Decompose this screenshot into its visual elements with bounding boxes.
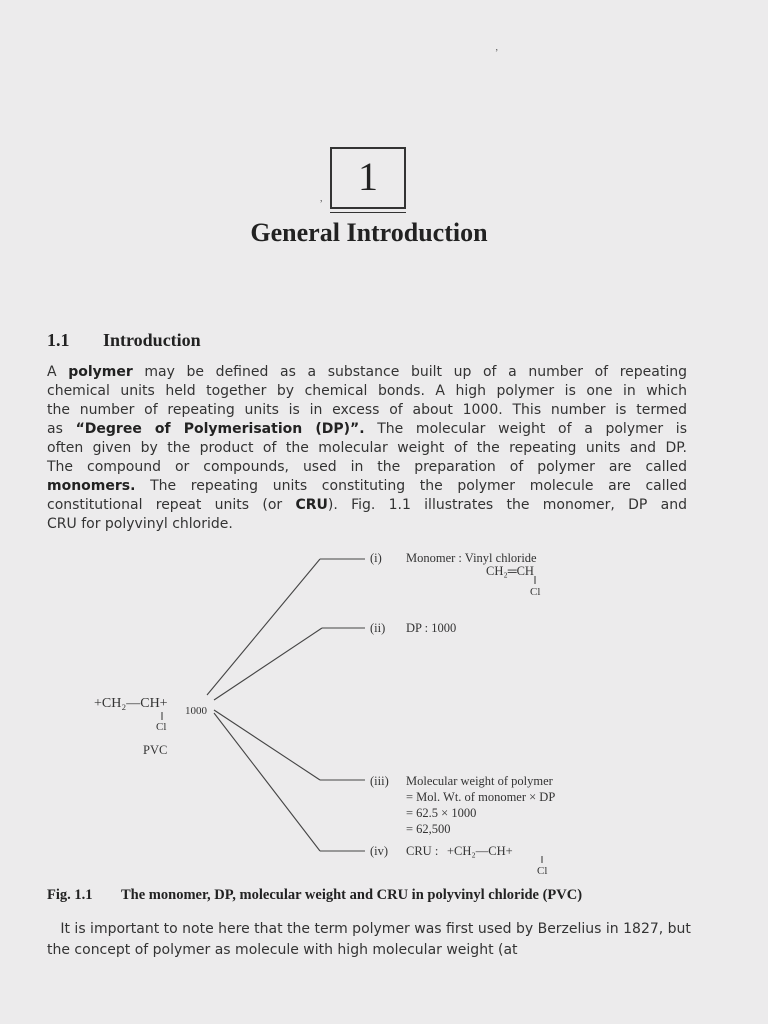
- text-run: ). Fig. 1.1 illustrates the monomer, DP and: [327, 497, 688, 513]
- paragraph-line: [47, 458, 687, 477]
- item-iii-marker: (iii): [370, 774, 389, 788]
- text-run: constitutional repeat units (or: [47, 497, 296, 513]
- chapter-number-box: [330, 147, 406, 209]
- item-iii-line-1: = Mol. Wt. of monomer × DP: [406, 790, 556, 804]
- section-number: 1.1: [47, 330, 70, 350]
- figure-caption: [47, 887, 582, 904]
- item-i-chlorine: Cl: [530, 586, 541, 598]
- pvc-formula: +CH₂—CH+: [94, 696, 168, 711]
- history-paragraph-text: It is important to note here that the term polymer was first used by Berzelius in 1827, but the concept of polymer as molecule with high molecular weight (at: [47, 921, 691, 958]
- item-ii-marker: (ii): [370, 621, 386, 635]
- paragraph-line: [47, 515, 687, 534]
- paragraph-line: [47, 382, 687, 401]
- text-run: The molecular weight of a polymer is: [364, 421, 687, 437]
- item-iii-line-2: = 62.5 × 1000: [406, 806, 477, 820]
- paragraph-line: [47, 496, 687, 515]
- text-run: The compound or compounds, used in the preparation of polymer are called: [47, 459, 687, 475]
- section-title: Introduction: [103, 330, 201, 350]
- text-run: A: [47, 364, 69, 380]
- connector-line-ii: [214, 628, 322, 700]
- item-i-formula: CH₂═CH: [486, 564, 534, 578]
- paragraph-line: [47, 401, 687, 420]
- connector-line-iii: [214, 710, 320, 780]
- figure-caption-number: Fig. 1.1: [47, 887, 93, 903]
- item-iv-chlorine: Cl: [537, 865, 548, 877]
- item-iv-label: CRU :: [406, 844, 439, 858]
- item-i-label: Monomer : Vinyl chloride: [406, 551, 537, 565]
- scan-speck: ,: [320, 193, 323, 204]
- item-iv-marker: (iv): [370, 844, 389, 858]
- pvc-label: PVC: [143, 743, 168, 757]
- text-run: chemical units held together by chemical bonds. A high polymer is one in which: [47, 383, 687, 399]
- intro-paragraph: [47, 363, 687, 534]
- figure-connector-lines: [0, 540, 768, 890]
- paragraph-line: [47, 363, 687, 382]
- item-ii-label: DP : 1000: [406, 621, 457, 635]
- item-iii-line-3: = 62,500: [406, 822, 451, 836]
- item-i-marker: (i): [370, 551, 382, 565]
- scan-speck: ʼ: [495, 48, 499, 59]
- text-run: may be defined as a substance built up of a number of repeating: [132, 364, 688, 380]
- chapter-title: General Introduction: [250, 218, 488, 247]
- text-run: CRU for polyvinyl chloride.: [47, 516, 233, 532]
- connector-line-iv: [214, 713, 320, 851]
- paragraph-line: [47, 477, 687, 496]
- item-iv-formula: +CH₂—CH+: [447, 844, 513, 858]
- pvc-chlorine: Cl: [156, 721, 167, 733]
- bold-term: CRU: [295, 497, 328, 513]
- figure-caption-text: The monomer, DP, molecular weight and CRU in polyvinyl chloride (PVC): [121, 887, 583, 903]
- figure-1-1: [0, 540, 768, 890]
- text-run: the number of repeating units is in excess of about 1000. This number is termed: [47, 402, 687, 418]
- paragraph-line: [47, 420, 687, 439]
- history-paragraph: [47, 919, 716, 961]
- bold-term: “Degree of Polymerisation (DP)”.: [75, 421, 365, 437]
- text-run: The repeating units constituting the polymer molecule are called: [135, 478, 687, 494]
- bold-term: polymer: [68, 364, 133, 380]
- paragraph-line: [47, 439, 687, 458]
- bold-term: monomers.: [47, 478, 136, 494]
- text-run: as: [47, 421, 76, 437]
- section-heading: [47, 330, 201, 351]
- chapter-number: 1: [358, 154, 378, 199]
- item-iii-label: Molecular weight of polymer: [406, 774, 553, 788]
- connector-line-i: [207, 559, 320, 695]
- text-run: often given by the product of the molecular weight of the repeating units and DP.: [47, 440, 687, 456]
- pvc-degree-subscript: 1000: [185, 705, 207, 717]
